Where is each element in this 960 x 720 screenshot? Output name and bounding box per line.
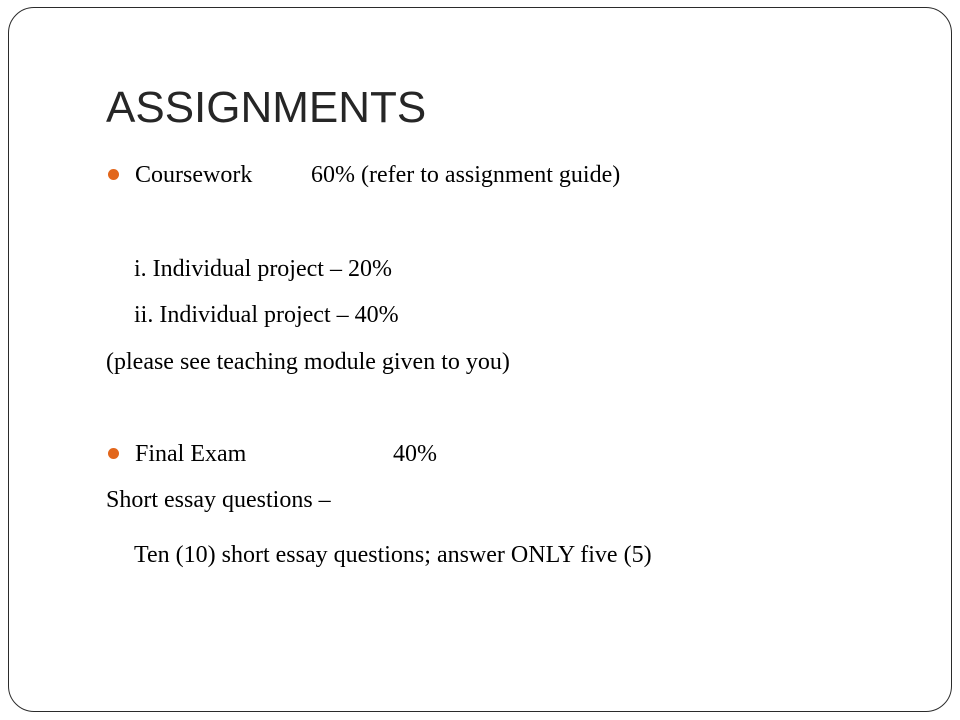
coursework-value: 60% (refer to assignment guide) — [311, 162, 621, 188]
coursework-item-1: i. Individual project – 20% — [134, 256, 392, 282]
slide-title: ASSIGNMENTS — [106, 83, 427, 132]
exam-details-instruction: Ten (10) short essay questions; answer ONLY five (5) — [134, 542, 652, 568]
coursework-note: (please see teaching module given to you) — [106, 349, 510, 375]
coursework-bullet-icon — [108, 169, 119, 180]
final-exam-label: Final Exam — [135, 441, 247, 467]
coursework-label: Coursework — [135, 162, 253, 188]
final-exam-row — [135, 439, 437, 469]
exam-details-heading: Short essay questions – — [106, 487, 331, 513]
final-exam-bullet-icon — [108, 448, 119, 459]
coursework-item-2: ii. Individual project – 40% — [134, 302, 399, 328]
final-exam-value: 40% — [393, 441, 437, 467]
coursework-row — [135, 160, 621, 190]
